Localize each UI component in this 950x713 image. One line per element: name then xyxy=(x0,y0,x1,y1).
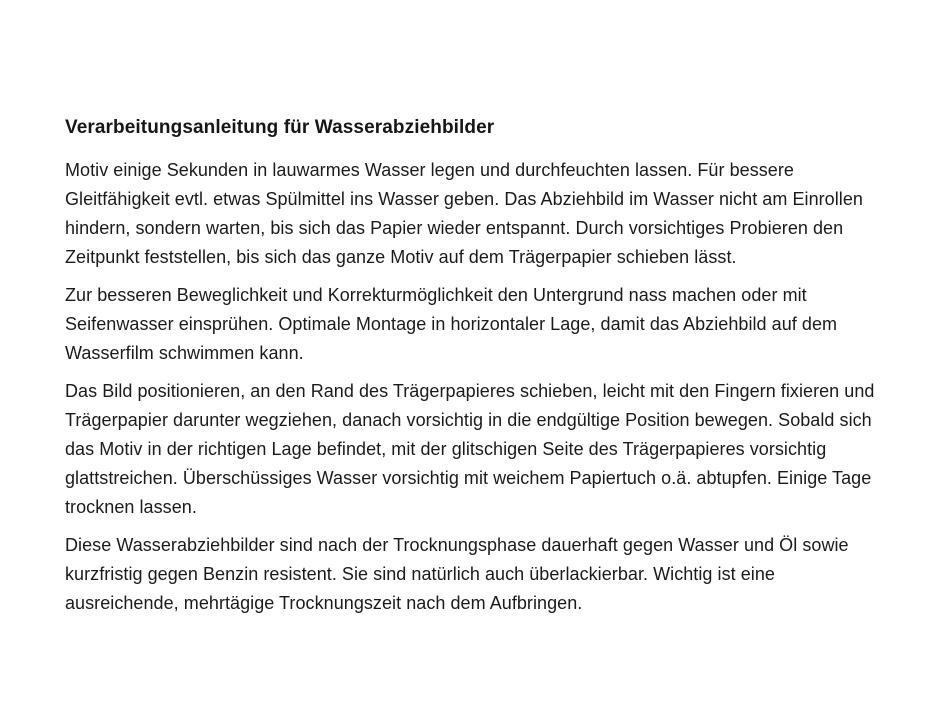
page-title: Verarbeitungsanleitung für Wasserabziehbilder xyxy=(65,117,495,138)
paragraph-soaking-instructions: Motiv einige Sekunden in lauwarmes Wasser legen und durchfeuchten lassen. Für bessere Gleitfähigkeit evtl. etwas Spülmittel ins Wasser geben. Das Abziehbild im Wasser nicht am Einrollen hindern, sondern warten, bis sich das Papier wieder entspannt. Durch vorsichtiges Probieren den Zeitpunkt feststellen, bis sich das ganze Motiv auf dem Trägerpapier schieben lässt. xyxy=(65,160,863,267)
paragraph-durability-notes: Diese Wasserabziehbilder sind nach der Trocknungsphase dauerhaft gegen Wasser und Öl sowie kurzfristig gegen Benzin resistent. Sie sind natürlich auch überlackierbar. Wichtig ist eine ausreichende, mehrtägige Trocknungszeit nach dem Aufbringen. xyxy=(65,535,849,613)
paragraph-surface-preparation: Zur besseren Beweglichkeit und Korrekturmöglichkeit den Untergrund nass machen oder mit Seifenwasser einsprühen. Optimale Montage in horizontaler Lage, damit das Abziehbild auf dem Wasserfilm schwimmen kann. xyxy=(65,285,838,363)
paragraph-positioning-instructions: Das Bild positionieren, an den Rand des Trägerpapieres schieben, leicht mit den Fingern fixieren und Trägerpapier darunter wegziehen, danach vorsichtig in die endgültige Position bewegen. Sobald sich das Motiv in der richtigen Lage befindet, mit der glitschigen Seite des Trägerpapieres vorsichtig glattstreichen. Überschüssiges Wasser vorsichtig mit weichem Papiertuch o.ä. abtupfen. Einige Tage trocknen lassen. xyxy=(65,381,875,517)
